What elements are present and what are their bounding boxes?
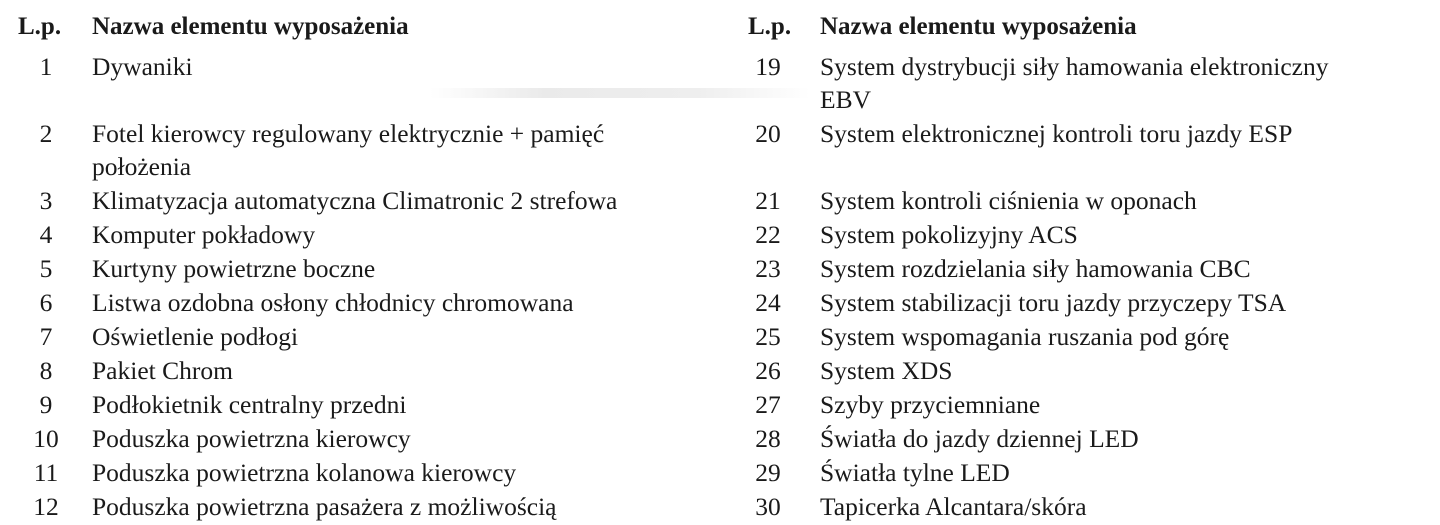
row-number: 19 bbox=[755, 52, 781, 81]
row-number: 30 bbox=[755, 492, 781, 521]
row-number: 11 bbox=[33, 458, 59, 487]
header-lp: L.p. bbox=[18, 13, 62, 40]
row-number: 24 bbox=[755, 288, 781, 317]
row-number: 5 bbox=[39, 254, 53, 283]
row-number: 8 bbox=[39, 356, 53, 385]
row-name: System pokolizyjny ACS bbox=[820, 220, 1078, 249]
header-lp: L.p. bbox=[748, 13, 792, 40]
row-name: System kontroli ciśnienia w oponach bbox=[820, 186, 1197, 215]
row-name: Podłokietnik centralny przedni bbox=[92, 390, 407, 419]
row-number: 26 bbox=[755, 356, 781, 385]
row-number: 2 bbox=[39, 119, 53, 148]
row-number: 6 bbox=[39, 288, 53, 317]
row-name: Poduszka powietrzna kierowcy bbox=[92, 424, 411, 453]
row-number: 29 bbox=[755, 458, 781, 487]
row-name: Poduszka powietrzna kolanowa kierowcy bbox=[92, 458, 517, 487]
row-name: System dystrybucji siły hamowania elektroniczny EBV bbox=[820, 52, 1329, 114]
row-number: 7 bbox=[39, 322, 53, 351]
row-name: Światła tylne LED bbox=[820, 458, 1010, 487]
row-number: 9 bbox=[39, 390, 53, 419]
row-number: 1 bbox=[39, 52, 53, 81]
row-number: 21 bbox=[755, 186, 781, 215]
row-name: System XDS bbox=[820, 356, 953, 385]
row-number: 28 bbox=[755, 424, 781, 453]
row-number: 22 bbox=[755, 220, 781, 249]
row-number: 20 bbox=[755, 119, 781, 148]
header-name: Nazwa elementu wyposażenia bbox=[92, 13, 409, 40]
row-number: 27 bbox=[755, 390, 781, 419]
row-number: 25 bbox=[755, 322, 781, 351]
row-name: Klimatyzacja automatyczna Climatronic 2 strefowa bbox=[92, 186, 618, 215]
row-number: 12 bbox=[33, 492, 59, 521]
row-name: Fotel kierowcy regulowany elektrycznie + pamięć położenia bbox=[92, 119, 605, 181]
row-name: Tapicerka Alcantara/skóra bbox=[820, 492, 1087, 521]
row-name: Poduszka powietrzna pasażera z możliwością bbox=[92, 492, 557, 521]
row-name: Światła do jazdy dziennej LED bbox=[820, 424, 1139, 453]
row-name: System stabilizacji toru jazdy przyczepy TSA bbox=[820, 288, 1287, 317]
row-name: System wspomagania ruszania pod górę bbox=[820, 322, 1230, 351]
row-number: 23 bbox=[755, 254, 781, 283]
row-number: 3 bbox=[39, 186, 53, 215]
scan-smudge bbox=[430, 88, 810, 98]
row-name: Dywaniki bbox=[92, 52, 193, 81]
row-name: Listwa ozdobna osłony chłodnicy chromowana bbox=[92, 288, 574, 317]
row-name: Oświetlenie podłogi bbox=[92, 322, 299, 351]
row-name: Komputer pokładowy bbox=[92, 220, 316, 249]
row-number: 4 bbox=[39, 220, 53, 249]
row-name: System rozdzielania siły hamowania CBC bbox=[820, 254, 1251, 283]
row-name: Szyby przyciemniane bbox=[820, 390, 1041, 419]
row-name: Pakiet Chrom bbox=[92, 356, 233, 385]
row-name: System elektronicznej kontroli toru jazdy ESP bbox=[820, 119, 1293, 148]
header-name: Nazwa elementu wyposażenia bbox=[820, 13, 1137, 40]
row-name: Kurtyny powietrzne boczne bbox=[92, 254, 376, 283]
row-number: 10 bbox=[33, 424, 59, 453]
